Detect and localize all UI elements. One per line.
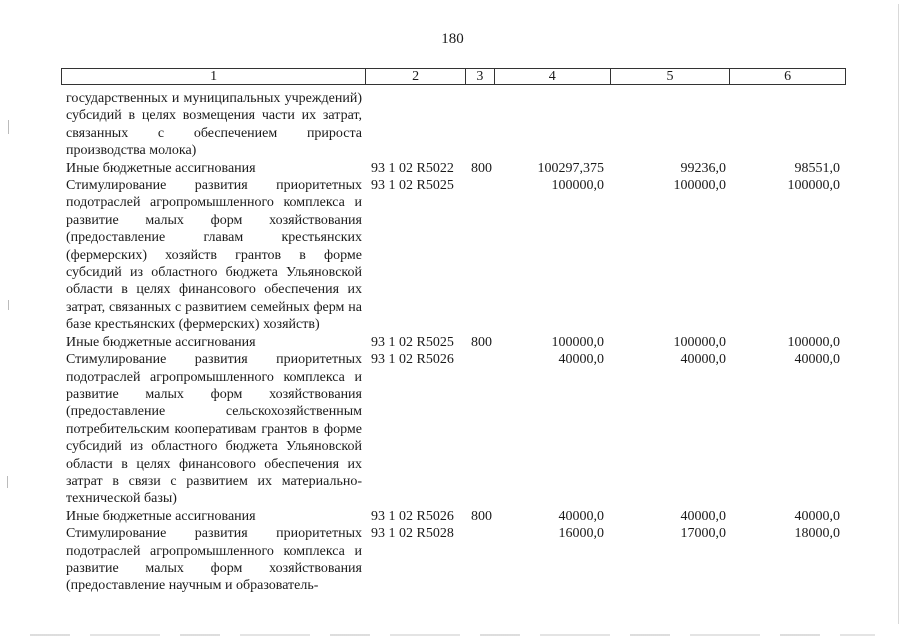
scan-speck — [8, 120, 9, 134]
row-value-col6: 18000,0 — [794, 526, 840, 542]
row-code: 93 1 02 R5026 — [371, 352, 454, 368]
table-row — [66, 334, 846, 351]
row-code: 93 1 02 R5028 — [371, 526, 454, 542]
row-value-col6: 100000,0 — [787, 334, 840, 350]
table-row — [66, 508, 846, 525]
table-row — [66, 90, 846, 160]
row-value-col5: 100000,0 — [673, 178, 726, 194]
table-header-row — [61, 68, 846, 85]
row-description: Стимулирование развития приоритетных подотраслей агропромышленного комплекса и развитие малых форм хозяйствования (предоставление научным и образователь- — [66, 526, 362, 594]
row-code: 93 1 02 R5026 — [371, 508, 454, 524]
row-value-col5: 99236,0 — [680, 160, 726, 176]
row-value-col5: 40000,0 — [680, 508, 726, 524]
row-description: Стимулирование развития приоритетных подотраслей агропромышленного комплекса и развитие малых форм хозяйствования (предоставление главам крестьянских (фермерских) хозяйств грантов в форме субсидий из областного бюджета Ульяновской области в целях финансового обеспечения их затрат, связанных с развитием семейных ферм на базе крестьянских (фермерских) хозяйств) — [66, 178, 362, 333]
row-value-col5: 100000,0 — [673, 334, 726, 350]
header-col-6: 6 — [784, 69, 792, 84]
row-value-col6: 100000,0 — [787, 178, 840, 194]
row-value-col4: 40000,0 — [558, 508, 604, 524]
row-code: 93 1 02 R5022 — [371, 160, 454, 176]
table-body — [66, 90, 846, 595]
row-value-col6: 98551,0 — [794, 160, 840, 176]
row-value-col5: 40000,0 — [680, 352, 726, 368]
header-col-5: 5 — [611, 69, 731, 84]
row-description: Стимулирование развития приоритетных подотраслей агропромышленного комплекса и развитие малых форм хозяйствования (предоставление сельскохозяйственным потребительским кооперативам грантов в форме субсидий из областного бюджета Ульяновской области в целях финансового обеспечения их затрат в связи с развитием их материально-технической базы) — [66, 352, 362, 507]
table-row — [66, 177, 846, 334]
table-row — [66, 351, 846, 508]
header-col-1: 1 — [62, 69, 366, 84]
scan-speck — [8, 300, 9, 310]
row-description: Иные бюджетные ассигнования — [66, 334, 256, 350]
row-value-col4: 16000,0 — [558, 526, 604, 542]
page-number: 180 — [441, 31, 464, 47]
header-col-2: 2 — [366, 69, 466, 84]
row-expense-type: 800 — [471, 334, 492, 350]
row-value-col4: 100000,0 — [551, 334, 604, 350]
row-value-col6: 40000,0 — [794, 352, 840, 368]
row-value-col5: 17000,0 — [680, 526, 726, 542]
row-code: 93 1 02 R5025 — [371, 334, 454, 350]
row-value-col6: 40000,0 — [794, 508, 840, 524]
table-row — [66, 525, 846, 595]
scan-bottom-edge — [30, 634, 875, 636]
row-description: Иные бюджетные ассигнования — [66, 508, 256, 524]
row-code: 93 1 02 R5025 — [371, 178, 454, 194]
table-row — [66, 160, 846, 177]
row-expense-type: 800 — [471, 160, 492, 176]
scan-edge — [898, 4, 899, 624]
row-value-col4: 100297,375 — [537, 160, 604, 176]
row-description: Иные бюджетные ассигнования — [66, 160, 256, 176]
header-col-4: 4 — [495, 69, 611, 84]
row-expense-type: 800 — [471, 508, 492, 524]
row-value-col4: 100000,0 — [551, 178, 604, 194]
header-col-3: 3 — [466, 69, 495, 84]
row-value-col4: 40000,0 — [558, 352, 604, 368]
row-description: государственных и муниципальных учреждений) субсидий в целях возмещения части их затрат, связанных с обеспечением прироста производства молока) — [66, 91, 362, 159]
scan-speck — [7, 476, 8, 488]
